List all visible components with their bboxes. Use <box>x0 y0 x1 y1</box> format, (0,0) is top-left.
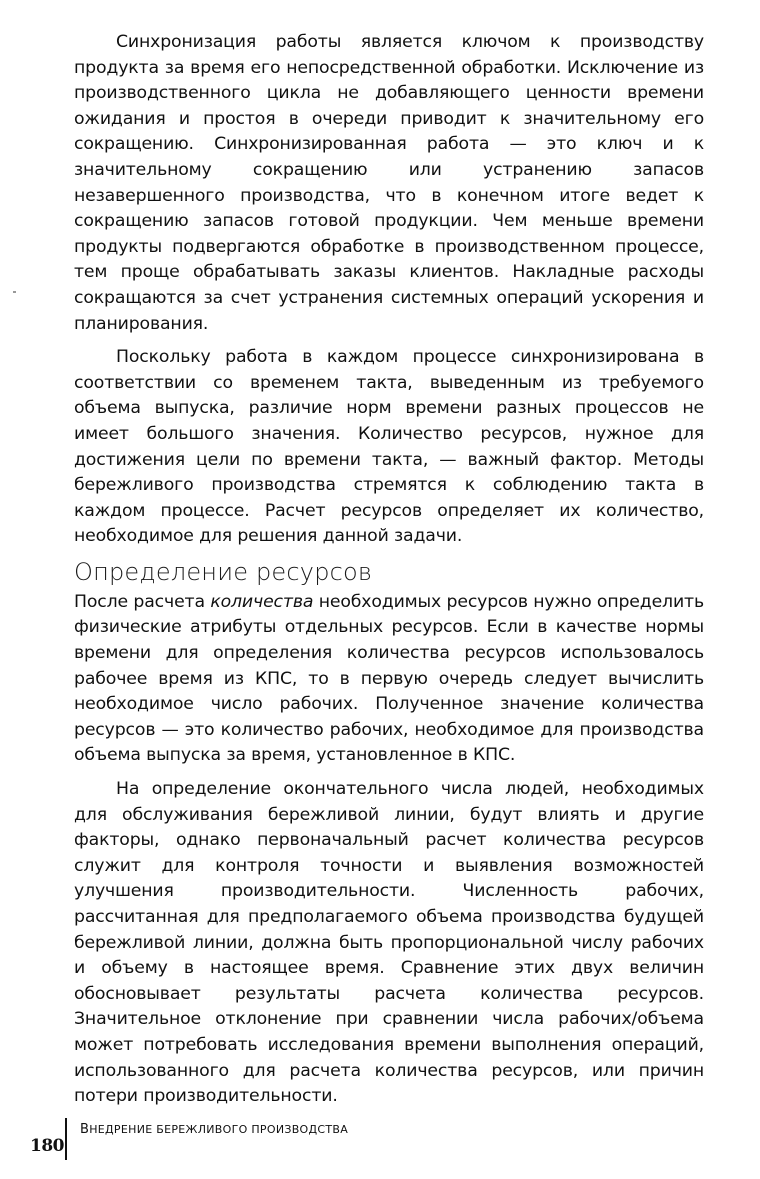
paragraph-takt-time: Поскольку работа в каждом процессе синхронизирована в соответствии со временем такта, выведенным из требуемого объема выпуска, различие норм времени разных процессов не имеет большого значения. Количество ресурсов, нужное для достижения цели по времени такта, — важный фактор. Методы бережливого производства стремятся к соблюдению такта в каждом процессе. Расчет ресурсов определяет их количество, необходимое для решения данной задачи. <box>74 347 704 547</box>
margin-mark <box>13 291 16 293</box>
running-title-rest: НЕДРЕНИЕ БЕРЕЖЛИВОГО ПРОИЗВОДСТВА <box>89 1123 349 1136</box>
page-body <box>74 30 704 1110</box>
section-heading: Определение ресурсов <box>74 557 373 586</box>
paragraph-text-end: необходимых ресурсов нужно определить физические атрибуты отдельных ресурсов. Если в качестве нормы времени для определения количества ресурсов использовалось рабочее время из КПС, то в первую очередь следует вычислить необходимое число рабочих. Полученное значение количества ресурсов — это количество рабочих, необходимое для производства объема выпуска за время, установленное в КПС. <box>74 591 704 766</box>
page-footer <box>30 1118 430 1158</box>
paragraph-final-headcount: На определение окончательного числа людей, необходимых для обслуживания бережливой линии, будут влиять и другие факторы, однако первоначальный расчет количества ресурсов служит для контроля точности и выявления возможностей улучшения производительности. Численность рабочих, рассчитанная для предполагаемого объема производства будущей бережливой линии, должна быть пропорциональной числу рабочих и объему в настоящее время. Сравнение этих двух величин обосновывает результаты расчета количества ресурсов. Значительное отклонение при сравнении числа рабочих/объема может потребовать исследования времени выполнения операций, использованного для расчета количества ресурсов, или причин потери производительности. <box>74 779 704 1107</box>
emphasis-quantity: количества <box>210 591 314 612</box>
running-title-initial: В <box>80 1122 90 1137</box>
running-title <box>80 1122 348 1137</box>
paragraph-resource-attributes <box>74 590 704 769</box>
footer-divider <box>65 1118 67 1160</box>
page-number: 180 <box>30 1136 64 1156</box>
paragraph-text-start: После расчета <box>74 591 211 612</box>
paragraph-synchronization: Синхронизация работы является ключом к производству продукта за время его непосредственной обработки. Исключение из производственного цикла не добавляющего ценности времени ожидания и простоя в очереди приводит к значительному его сокращению. Синхронизированная работа — это ключ и к значительному сокращению или устранению запасов незавершенного производства, что в конечном итоге ведет к сокращению запасов готовой продукции. Чем меньше времени продукты подвергаются обработке в производственном процессе, тем проще обрабатывать заказы клиентов. Накладные расходы сокращаются за счет устранения системных операций ускорения и планирования. <box>74 32 704 334</box>
